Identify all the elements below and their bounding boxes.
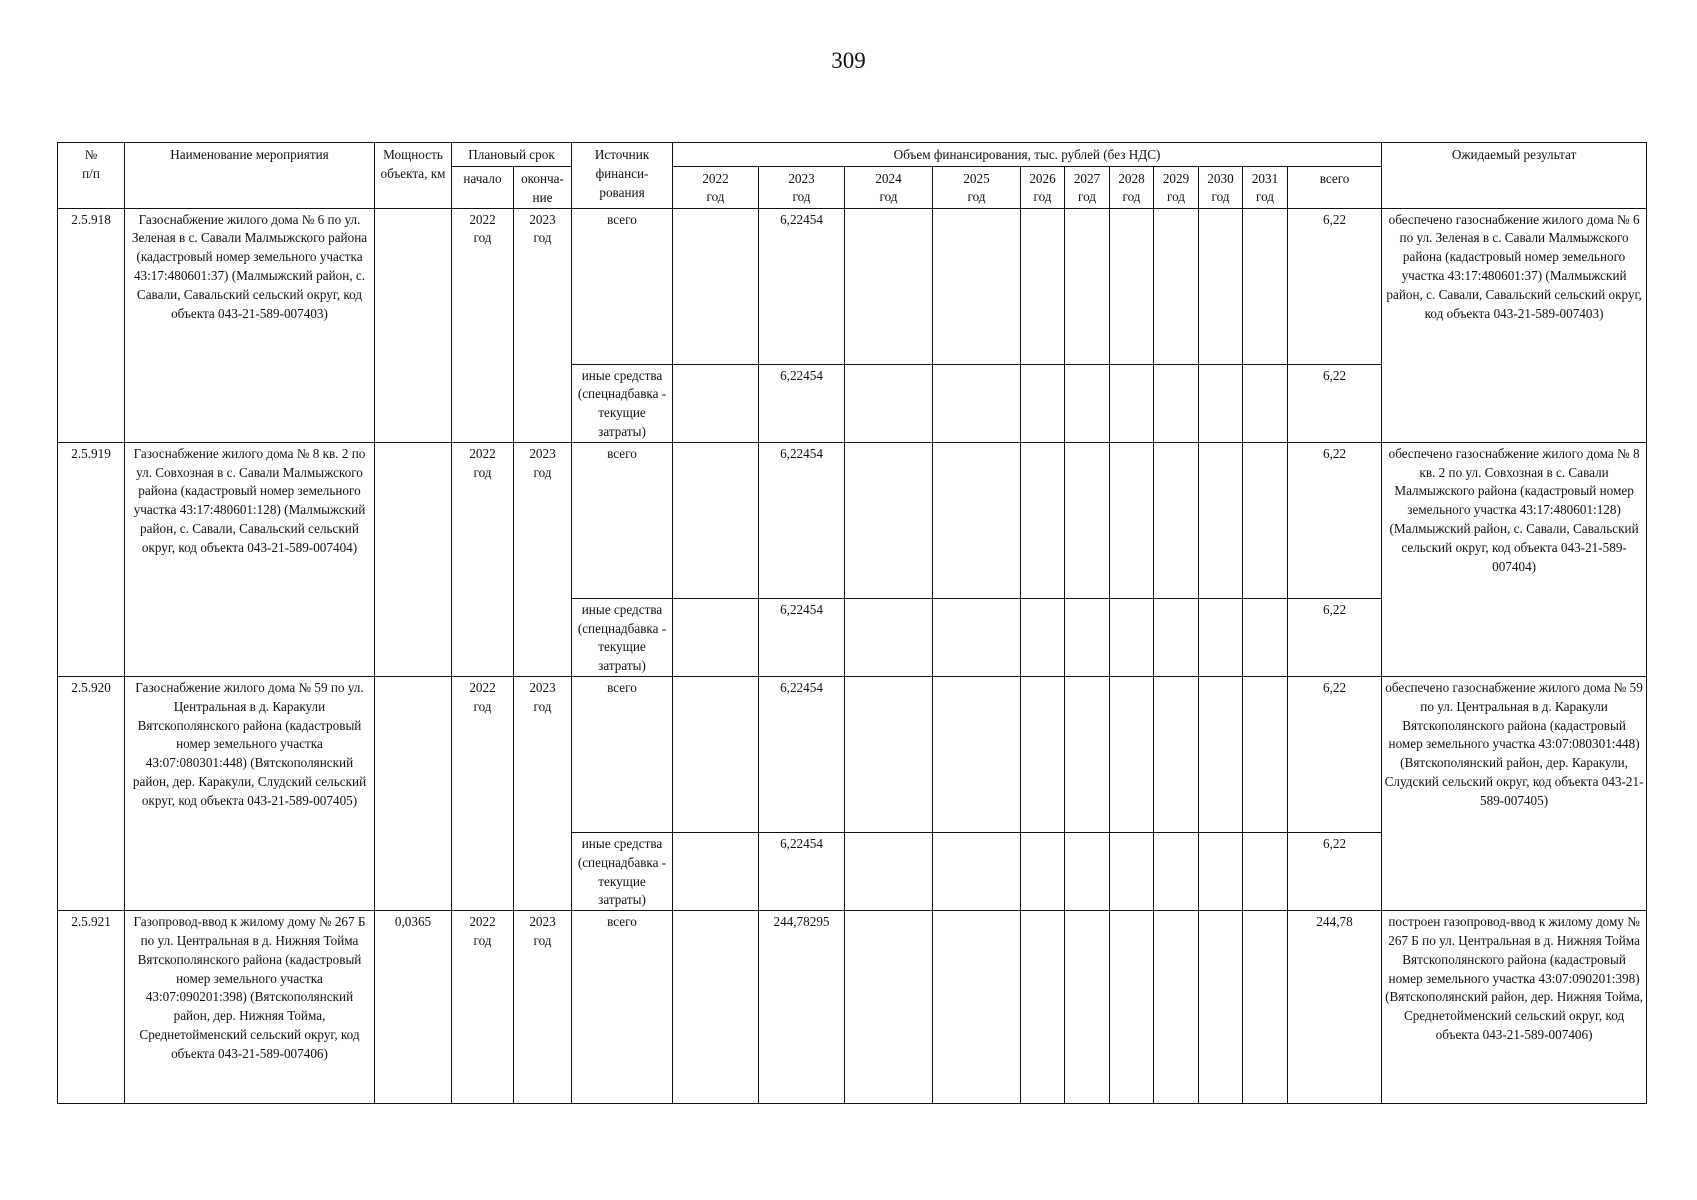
row-result: обеспечено газоснабжение жилого дома № 6 по ул. Зеленая в с. Савали Малмыжского района (кадастровый номер земельного участка 43:17:480601:37) (Малмыжский район, с. Савали, Савальский сельский округ, код объекта 043-21-589-007403) — [1382, 208, 1647, 442]
row-source: всего — [572, 911, 673, 1104]
cell-2028 — [1110, 676, 1154, 832]
cell-2030 — [1199, 364, 1243, 442]
header-source: Источник финанси- рования — [572, 143, 673, 209]
row-end: 2023 год — [514, 208, 572, 442]
row-start: 2022 год — [452, 911, 514, 1104]
cell-2023: 6,22454 — [759, 364, 845, 442]
cell-2026 — [1021, 911, 1065, 1104]
cell-2022 — [673, 364, 759, 442]
table-row — [58, 676, 1647, 832]
cell-2022 — [673, 832, 759, 910]
cell-2027 — [1065, 208, 1110, 364]
header-term-start: начало — [452, 167, 514, 209]
header-name: Наименование мероприятия — [125, 143, 375, 209]
cell-2029 — [1154, 911, 1199, 1104]
cell-2030 — [1199, 208, 1243, 364]
header-term-end: оконча- ние — [514, 167, 572, 209]
cell-2022 — [673, 676, 759, 832]
cell-2030 — [1199, 911, 1243, 1104]
cell-2027 — [1065, 911, 1110, 1104]
row-start: 2022 год — [452, 442, 514, 676]
header-capacity: Мощность объекта, км — [375, 143, 452, 209]
row-end: 2023 год — [514, 442, 572, 676]
cell-2028 — [1110, 911, 1154, 1104]
cell-2026 — [1021, 442, 1065, 598]
header-year-2022: 2022 год — [673, 167, 759, 209]
cell-total: 6,22 — [1288, 208, 1382, 364]
cell-2024 — [845, 676, 933, 832]
cell-2025 — [933, 598, 1021, 676]
cell-2027 — [1065, 832, 1110, 910]
table-row — [58, 208, 1647, 364]
cell-total: 6,22 — [1288, 832, 1382, 910]
cell-2024 — [845, 208, 933, 364]
cell-2025 — [933, 832, 1021, 910]
cell-2024 — [845, 364, 933, 442]
header-term: Плановый срок — [452, 143, 572, 167]
cell-2030 — [1199, 598, 1243, 676]
row-capacity: 0,0365 — [375, 911, 452, 1104]
cell-2022 — [673, 598, 759, 676]
row-start: 2022 год — [452, 676, 514, 910]
page-number: 309 — [831, 48, 866, 73]
cell-2029 — [1154, 442, 1199, 598]
row-name: Газопровод-ввод к жилому дому № 267 Б по ул. Центральная в д. Нижняя Тойма Вятскополянского района (кадастровый номер земельного участка 43:07:090201:398) (Вятскополянский район, дер. Нижняя Тойма, Среднетойменский сельский округ, код объекта 043-21-589-007406) — [125, 911, 375, 1104]
cell-2022 — [673, 442, 759, 598]
row-result: обеспечено газоснабжение жилого дома № 8 кв. 2 по ул. Совхозная в с. Савали Малмыжского района (кадастровый номер земельного участка 43:17:480601:128) (Малмыжский район, с. Савали, Савальский сельский округ, код объекта 043-21-589-007404) — [1382, 442, 1647, 676]
cell-2029 — [1154, 676, 1199, 832]
header-year-2024: 2024 год — [845, 167, 933, 209]
cell-2025 — [933, 442, 1021, 598]
row-name: Газоснабжение жилого дома № 6 по ул. Зеленая в с. Савали Малмыжского района (кадастровый номер земельного участка 43:17:480601:37) (Малмыжский район, с. Савали, Савальский сельский округ, код объекта 043-21-589-007403) — [125, 208, 375, 442]
cell-2023: 6,22454 — [759, 208, 845, 364]
cell-2029 — [1154, 598, 1199, 676]
cell-2029 — [1154, 208, 1199, 364]
cell-2025 — [933, 911, 1021, 1104]
cell-2031 — [1243, 832, 1288, 910]
cell-2031 — [1243, 598, 1288, 676]
row-source: иные средства (спецнадбавка - текущие затраты) — [572, 832, 673, 910]
cell-2031 — [1243, 676, 1288, 832]
cell-2026 — [1021, 676, 1065, 832]
header-year-2026: 2026 год — [1021, 167, 1065, 209]
header-year-2025: 2025 год — [933, 167, 1021, 209]
cell-2030 — [1199, 442, 1243, 598]
cell-2025 — [933, 364, 1021, 442]
header-num: № п/п — [58, 143, 125, 209]
cell-2028 — [1110, 442, 1154, 598]
cell-2028 — [1110, 208, 1154, 364]
cell-2027 — [1065, 598, 1110, 676]
row-name: Газоснабжение жилого дома № 59 по ул. Центральная в д. Каракули Вятскополянского района (кадастровый номер земельного участка 43:07:080301:448) (Вятскополянский район, дер. Каракули, Слудский сельский округ, код объекта 043-21-589-007405) — [125, 676, 375, 910]
cell-2029 — [1154, 364, 1199, 442]
cell-2031 — [1243, 442, 1288, 598]
cell-2031 — [1243, 208, 1288, 364]
cell-2024 — [845, 442, 933, 598]
cell-2028 — [1110, 364, 1154, 442]
cell-2027 — [1065, 676, 1110, 832]
row-source: всего — [572, 208, 673, 364]
cell-2026 — [1021, 598, 1065, 676]
cell-2028 — [1110, 832, 1154, 910]
row-source: всего — [572, 442, 673, 598]
cell-2026 — [1021, 364, 1065, 442]
row-num: 2.5.918 — [58, 208, 125, 442]
row-end: 2023 год — [514, 676, 572, 910]
row-num: 2.5.921 — [58, 911, 125, 1104]
header-result: Ожидаемый результат — [1382, 143, 1647, 209]
cell-2025 — [933, 208, 1021, 364]
table-row — [58, 442, 1647, 598]
cell-total: 6,22 — [1288, 598, 1382, 676]
header-total: всего — [1288, 167, 1382, 209]
header-financing: Объем финансирования, тыс. рублей (без НДС) — [673, 143, 1382, 167]
cell-2023: 244,78295 — [759, 911, 845, 1104]
row-start: 2022 год — [452, 208, 514, 442]
cell-2029 — [1154, 832, 1199, 910]
cell-2024 — [845, 598, 933, 676]
row-source: иные средства (спецнадбавка - текущие затраты) — [572, 598, 673, 676]
row-num: 2.5.920 — [58, 676, 125, 910]
row-result: построен газопровод-ввод к жилому дому № 267 Б по ул. Центральная в д. Нижняя Тойма Вятскополянского района (кадастровый номер земельного участка 43:07:090201:398) (Вятскополянский район, дер. Нижняя Тойма, Среднетойменский сельский округ, код объекта 043-21-589-007406) — [1382, 911, 1647, 1104]
row-result: обеспечено газоснабжение жилого дома № 59 по ул. Центральная в д. Каракули Вятскополянского района (кадастровый номер земельного участка 43:07:080301:448) (Вятскополянский район, дер. Каракули, Слудский сельский округ, код объекта 043-21-589-007405) — [1382, 676, 1647, 910]
cell-2030 — [1199, 676, 1243, 832]
row-capacity — [375, 208, 452, 442]
row-num: 2.5.919 — [58, 442, 125, 676]
header-year-2029: 2029 год — [1154, 167, 1199, 209]
cell-total: 6,22 — [1288, 442, 1382, 598]
cell-total: 6,22 — [1288, 676, 1382, 832]
header-year-2027: 2027 год — [1065, 167, 1110, 209]
cell-2024 — [845, 911, 933, 1104]
cell-2031 — [1243, 911, 1288, 1104]
header-year-2023: 2023 год — [759, 167, 845, 209]
header-year-2030: 2030 год — [1199, 167, 1243, 209]
cell-2022 — [673, 208, 759, 364]
cell-total: 244,78 — [1288, 911, 1382, 1104]
cell-2023: 6,22454 — [759, 598, 845, 676]
row-capacity — [375, 676, 452, 910]
header-year-2031: 2031 год — [1243, 167, 1288, 209]
row-capacity — [375, 442, 452, 676]
cell-2030 — [1199, 832, 1243, 910]
financing-table — [57, 142, 1647, 1104]
row-name: Газоснабжение жилого дома № 8 кв. 2 по ул. Совхозная в с. Савали Малмыжского района (кадастровый номер земельного участка 43:17:480601:128) (Малмыжский район, с. Савали, Савальский сельский округ, код объекта 043-21-589-007404) — [125, 442, 375, 676]
row-end: 2023 год — [514, 911, 572, 1104]
row-source: всего — [572, 676, 673, 832]
cell-2024 — [845, 832, 933, 910]
cell-2025 — [933, 676, 1021, 832]
cell-total: 6,22 — [1288, 364, 1382, 442]
cell-2022 — [673, 911, 759, 1104]
row-source: иные средства (спецнадбавка - текущие затраты) — [572, 364, 673, 442]
cell-2023: 6,22454 — [759, 442, 845, 598]
table-row — [58, 911, 1647, 1104]
cell-2026 — [1021, 208, 1065, 364]
cell-2026 — [1021, 832, 1065, 910]
cell-2031 — [1243, 364, 1288, 442]
cell-2027 — [1065, 364, 1110, 442]
cell-2027 — [1065, 442, 1110, 598]
cell-2023: 6,22454 — [759, 832, 845, 910]
cell-2028 — [1110, 598, 1154, 676]
cell-2023: 6,22454 — [759, 676, 845, 832]
header-year-2028: 2028 год — [1110, 167, 1154, 209]
